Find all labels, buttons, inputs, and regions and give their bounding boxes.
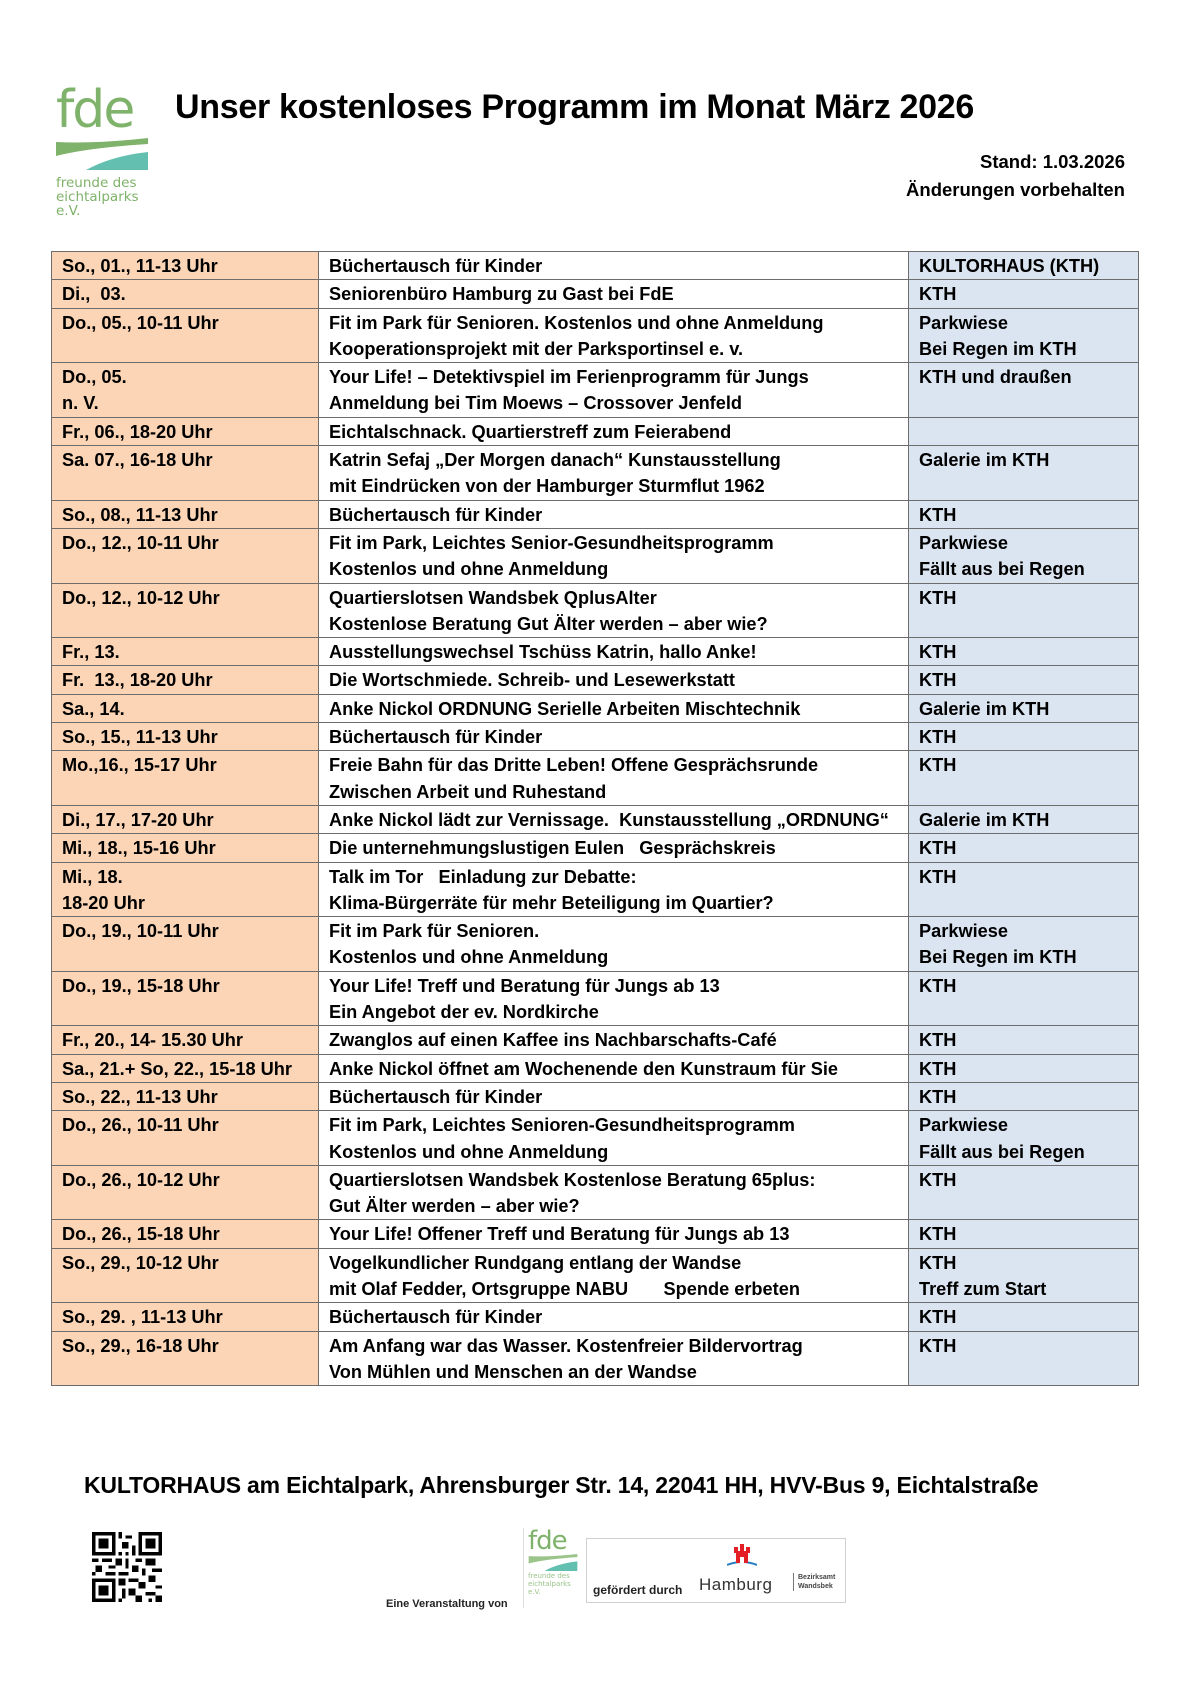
event-title-cell [319,862,909,917]
table-row [52,500,1139,528]
event-title-cell [319,723,909,751]
table-row [52,723,1139,751]
page-title: Unser kostenloses Programm im Monat März 2026 [175,88,974,126]
event-date-line: Fr. 13., 18-20 Uhr [62,670,213,691]
event-place-line [919,390,1128,416]
event-place-cell [909,583,1139,638]
event-place-line: KULTORHAUS (KTH) [919,256,1100,276]
event-date-line [62,999,308,1025]
event-title-line: Kostenlos und ohne Anmeldung [329,1141,609,1162]
event-place-cell [909,252,1139,280]
event-date-line: Mi., 18., 15-16 Uhr [62,838,216,859]
sponsor-label: gefördert durch [593,1583,683,1597]
event-date-cell [52,500,319,528]
event-date-cell [52,280,319,308]
table-row [52,528,1139,583]
event-title-line: Talk im Tor Einladung zur Debatte: [329,866,637,887]
event-title-cell [319,528,909,583]
event-title-cell [319,917,909,972]
event-date-line [62,1193,308,1219]
event-place-cell [909,1026,1139,1054]
event-title-line: Fit im Park für Senioren. [329,921,540,942]
program-table [51,251,1139,1386]
table-row [52,1303,1139,1331]
event-date-line: So., 08., 11-13 Uhr [62,504,218,525]
organizer-logo-wordmark: fde [528,1526,567,1556]
table-row [52,583,1139,638]
event-date-cell [52,1165,319,1220]
event-title-line: Freie Bahn für das Dritte Leben! Offene Gesprächsrunde [329,755,819,776]
event-place-cell [909,805,1139,833]
event-place-line: Bei Regen im KTH [919,947,1077,968]
event-title-line: mit Olaf Fedder, Ortsgruppe NABU Spende erbeten [329,1278,800,1299]
event-title-line: Your Life! Offener Treff und Beratung für Jungs ab 13 [329,1224,790,1245]
table-row [52,1331,1139,1386]
event-date-line: Do., 05. [62,367,127,388]
event-place-cell [909,834,1139,862]
table-row [52,308,1139,363]
event-date-line: Fr., 13. [62,642,120,663]
event-title-cell [319,694,909,722]
hamburg-castle-icon [727,1543,757,1571]
event-place-line: Fällt aus bei Regen [919,559,1085,580]
event-date-cell [52,1248,319,1303]
event-date-line [62,336,308,362]
event-date-line: Do., 19., 15-18 Uhr [62,975,220,996]
event-title-line: Katrin Sefaj „Der Morgen danach“ Kunstausstellung [329,450,781,471]
event-date-line: Sa. 07., 16-18 Uhr [62,450,213,471]
event-place-cell [909,694,1139,722]
event-date-line: Do., 26., 10-11 Uhr [62,1115,219,1136]
event-title-cell [319,1026,909,1054]
event-place-cell [909,1331,1139,1386]
event-title-line: Büchertausch für Kinder [329,1086,543,1107]
event-date-cell [52,1026,319,1054]
table-row [52,1165,1139,1220]
table-row [52,751,1139,806]
event-place-cell [909,1082,1139,1110]
event-title-line: Kostenlos und ohne Anmeldung [329,559,609,580]
venue-address: KULTORHAUS am Eichtalpark, Ahrensburger Str. 14, 22041 HH, HVV-Bus 9, Eichtalstraße [84,1472,1039,1498]
event-title-line: Zwanglos auf einen Kaffee ins Nachbarschafts-Café [329,1030,777,1051]
event-title-line: Anke Nickol ORDNUNG Serielle Arbeiten Mischtechnik [329,698,801,719]
event-date-cell [52,1082,319,1110]
event-place-line: KTH [919,1086,957,1107]
event-place-line: KTH [919,1058,957,1079]
event-date-line: Do., 05., 10-11 Uhr [62,312,219,333]
organizer-logo-subline: eichtalparks [528,1580,571,1588]
event-date-line: Sa., 14. [62,698,125,719]
event-place-line: KTH [919,1169,957,1190]
event-place-cell [909,666,1139,694]
event-date-line: Di., 17., 17-20 Uhr [62,809,214,830]
event-place-line: Parkwiese [919,921,1008,942]
sponsor-name: Hamburg [699,1575,773,1594]
event-title-line: Büchertausch für Kinder [329,727,543,748]
event-date-cell [52,308,319,363]
event-title-line: Kooperationsprojekt mit der Parksportinsel e. v. [329,338,744,359]
event-place-cell [909,917,1139,972]
table-row [52,1054,1139,1082]
event-title-cell [319,751,909,806]
logo-wordmark: fde [56,80,134,140]
table-row [52,694,1139,722]
table-row [52,1026,1139,1054]
event-title-line: Ein Angebot der ev. Nordkirche [329,1002,599,1023]
event-place-line: KTH [919,587,957,608]
event-title-line: Your Life! – Detektivspiel im Ferienprogramm für Jungs [329,367,809,388]
event-title-cell [319,1054,909,1082]
event-title-line: Kostenlose Beratung Gut Älter werden – aber wie? [329,613,768,634]
event-date-line [62,556,308,582]
event-title-cell [319,971,909,1026]
event-date-line: Mo.,16., 15-17 Uhr [62,755,217,776]
event-place-line [919,611,1128,637]
event-place-line [919,999,1128,1025]
event-place-line: KTH [919,727,957,748]
event-date-line: So., 29., 16-18 Uhr [62,1335,219,1356]
event-date-cell [52,446,319,501]
event-date-line: So., 29. , 11-13 Uhr [62,1307,223,1328]
stand-date: Stand: 1.03.2026 [980,151,1125,172]
event-title-cell [319,1082,909,1110]
table-row [52,280,1139,308]
table-row [52,666,1139,694]
event-place-cell [909,363,1139,418]
event-place-line [919,1359,1128,1385]
logo-wave-graphic [56,138,148,172]
event-title-line: Anke Nickol lädt zur Vernissage. Kunstausstellung „ORDNUNG“ [329,809,889,830]
table-row [52,1220,1139,1248]
organizer-logo-subline: freunde des [528,1572,570,1580]
event-date-line [62,1276,308,1302]
event-place-line: Galerie im KTH [919,698,1050,719]
event-title-cell [319,1111,909,1166]
event-title-line: Ausstellungswechsel Tschüss Katrin, hallo Anke! [329,642,757,663]
event-title-line: Vogelkundlicher Rundgang entlang der Wandse [329,1252,742,1273]
event-title-line: Anmeldung bei Tim Moews – Crossover Jenfeld [329,393,743,414]
event-place-line: KTH [919,1307,957,1328]
event-place-line: Galerie im KTH [919,809,1050,830]
event-date-cell [52,834,319,862]
event-place-line: Galerie im KTH [919,450,1050,471]
event-place-line: KTH [919,1335,957,1356]
event-date-cell [52,1220,319,1248]
event-place-cell [909,1220,1139,1248]
event-place-line: KTH [919,284,957,305]
event-place-line [919,890,1128,916]
event-title-cell [319,1220,909,1248]
event-place-line [919,1193,1128,1219]
event-date-cell [52,694,319,722]
event-date-cell [52,252,319,280]
event-place-line [919,779,1128,805]
fde-logo [56,80,156,219]
sponsor-subtitle [793,1573,835,1591]
event-date-line [62,611,308,637]
sponsor-subline: Bezirksamt [798,1574,836,1581]
event-place-line: Fällt aus bei Regen [919,1141,1085,1162]
event-title-line: mit Eindrücken von der Hamburger Sturmflut 1962 [329,476,765,497]
event-place-cell [909,446,1139,501]
event-date-line: So., 29., 10-12 Uhr [62,1252,219,1273]
event-place-line: Parkwiese [919,1115,1008,1136]
event-title-cell [319,252,909,280]
event-title-line: Fit im Park für Senioren. Kostenlos und ohne Anmeldung [329,312,824,333]
event-date-line: Do., 12., 10-11 Uhr [62,532,219,553]
table-row [52,917,1139,972]
event-title-line: Anke Nickol öffnet am Wochenende den Kunstraum für Sie [329,1058,838,1079]
event-title-cell [319,417,909,445]
event-date-cell [52,971,319,1026]
event-place-line: Treff zum Start [919,1278,1047,1299]
event-title-line: Klima-Bürgerräte für mehr Beteiligung im Quartier? [329,892,774,913]
event-date-line [62,1359,308,1385]
logo-subline: eichtalparks [56,189,139,205]
event-date-line: Do., 26., 15-18 Uhr [62,1224,220,1245]
event-title-line: Quartierslotsen Wandsbek Kostenlose Beratung 65plus: [329,1169,816,1190]
sponsor-subline: Wandsbek [798,1583,833,1590]
program-table-body [52,252,1139,1386]
event-date-line: Mi., 18. [62,866,123,887]
table-row [52,834,1139,862]
event-date-line: Di., 03. [62,284,126,305]
event-date-cell [52,638,319,666]
event-title-cell [319,363,909,418]
organizer-logo [523,1528,590,1608]
event-title-cell [319,1303,909,1331]
event-title-cell [319,583,909,638]
event-place-line: Parkwiese [919,312,1008,333]
event-title-line: Zwischen Arbeit und Ruhestand [329,781,607,802]
event-place-line: KTH [919,755,957,776]
event-title-cell [319,638,909,666]
organizer-logo-wave [528,1554,578,1572]
table-row [52,638,1139,666]
event-date-line: Do., 26., 10-12 Uhr [62,1169,220,1190]
event-place-cell [909,1248,1139,1303]
logo-subline: e.V. [56,203,81,219]
event-title-line: Gut Älter werden – aber wie? [329,1196,580,1217]
event-title-line: Die unternehmungslustigen Eulen Gesprächskreis [329,838,776,859]
table-row [52,971,1139,1026]
event-date-cell [52,723,319,751]
event-date-cell [52,583,319,638]
event-date-cell [52,805,319,833]
table-row [52,805,1139,833]
event-place-line: KTH [919,642,957,663]
event-date-cell [52,666,319,694]
table-row [52,252,1139,280]
event-date-cell [52,528,319,583]
event-place-line: KTH und draußen [919,367,1072,388]
event-place-cell [909,723,1139,751]
event-date-line: Fr., 06., 18-20 Uhr [62,421,213,442]
event-place-cell [909,751,1139,806]
sponsor-logo-box [586,1538,846,1603]
event-title-line: Eichtalschnack. Quartierstreff zum Feierabend [329,421,732,442]
event-title-line: Büchertausch für Kinder [329,256,543,276]
event-date-cell [52,1111,319,1166]
event-place-cell [909,1054,1139,1082]
event-place-line: KTH [919,504,957,525]
event-date-line: Do., 12., 10-12 Uhr [62,587,220,608]
event-title-line: Von Mühlen und Menschen an der Wandse [329,1361,697,1382]
event-date-cell [52,1303,319,1331]
table-row [52,417,1139,445]
event-title-line: Quartierslotsen Wandsbek QplusAlter [329,587,657,608]
table-row [52,363,1139,418]
event-title-cell [319,1165,909,1220]
event-title-line: Fit im Park, Leichtes Senior-Gesundheitsprogramm [329,532,774,553]
event-date-line [62,1139,308,1165]
event-place-cell [909,280,1139,308]
event-place-line: KTH [919,670,957,691]
event-place-line [919,419,1128,445]
event-date-line: Sa., 21.+ So, 22., 15-18 Uhr [62,1058,292,1079]
changes-note: Änderungen vorbehalten [906,179,1125,200]
event-title-line: Seniorenbüro Hamburg zu Gast bei FdE [329,284,674,305]
event-place-cell [909,417,1139,445]
event-place-cell [909,1165,1139,1220]
event-place-cell [909,308,1139,363]
event-title-cell [319,446,909,501]
event-date-cell [52,751,319,806]
event-title-cell [319,1248,909,1303]
logo-subline: freunde des [56,175,137,191]
event-title-cell [319,834,909,862]
event-date-line: So., 01., 11-13 Uhr [62,256,218,276]
event-place-cell [909,500,1139,528]
event-title-line: Büchertausch für Kinder [329,1307,543,1328]
event-title-line: Kostenlos und ohne Anmeldung [329,947,609,968]
event-date-cell [52,1331,319,1386]
event-date-cell [52,363,319,418]
table-row [52,862,1139,917]
event-place-line [919,473,1128,499]
organizer-label: Eine Veranstaltung von [386,1598,508,1610]
event-place-line: Bei Regen im KTH [919,338,1077,359]
event-place-line: KTH [919,1224,957,1245]
event-date-cell [52,1054,319,1082]
event-title-cell [319,308,909,363]
event-date-cell [52,417,319,445]
event-place-line: KTH [919,866,957,887]
event-place-line: KTH [919,975,957,996]
event-place-cell [909,1303,1139,1331]
event-place-line: KTH [919,1030,957,1051]
table-row [52,1248,1139,1303]
event-title-cell [319,666,909,694]
event-title-line: Die Wortschmiede. Schreib- und Lesewerkstatt [329,670,735,691]
event-date-line [62,473,308,499]
event-date-cell [52,862,319,917]
status-block [906,148,1125,204]
event-date-line [62,944,308,970]
table-row [52,446,1139,501]
event-date-cell [52,917,319,972]
event-place-line: Parkwiese [919,532,1008,553]
event-title-cell [319,500,909,528]
organizer-logo-subline: e.V. [528,1588,541,1596]
event-date-line [62,779,308,805]
event-place-cell [909,528,1139,583]
event-place-cell [909,1111,1139,1166]
event-place-cell [909,971,1139,1026]
event-title-cell [319,1331,909,1386]
table-row [52,1111,1139,1166]
event-place-line: KTH [919,838,957,859]
event-title-line: Am Anfang war das Wasser. Kostenfreier Bildervortrag [329,1335,803,1356]
table-row [52,1082,1139,1110]
event-date-line: n. V. [62,393,99,414]
event-place-cell [909,862,1139,917]
qr-code-icon[interactable] [92,1532,162,1602]
event-date-line: Fr., 20., 14- 15.30 Uhr [62,1030,243,1051]
event-date-line: So., 15., 11-13 Uhr [62,727,218,748]
event-place-cell [909,638,1139,666]
event-title-line: Your Life! Treff und Beratung für Jungs ab 13 [329,975,720,996]
event-date-line: So., 22., 11-13 Uhr [62,1086,218,1107]
event-title-cell [319,280,909,308]
event-date-line: 18-20 Uhr [62,892,145,913]
event-title-line: Büchertausch für Kinder [329,504,543,525]
event-title-cell [319,805,909,833]
event-date-line: Do., 19., 10-11 Uhr [62,921,219,942]
event-title-line: Fit im Park, Leichtes Senioren-Gesundheitsprogramm [329,1115,795,1136]
event-place-line: KTH [919,1252,957,1273]
